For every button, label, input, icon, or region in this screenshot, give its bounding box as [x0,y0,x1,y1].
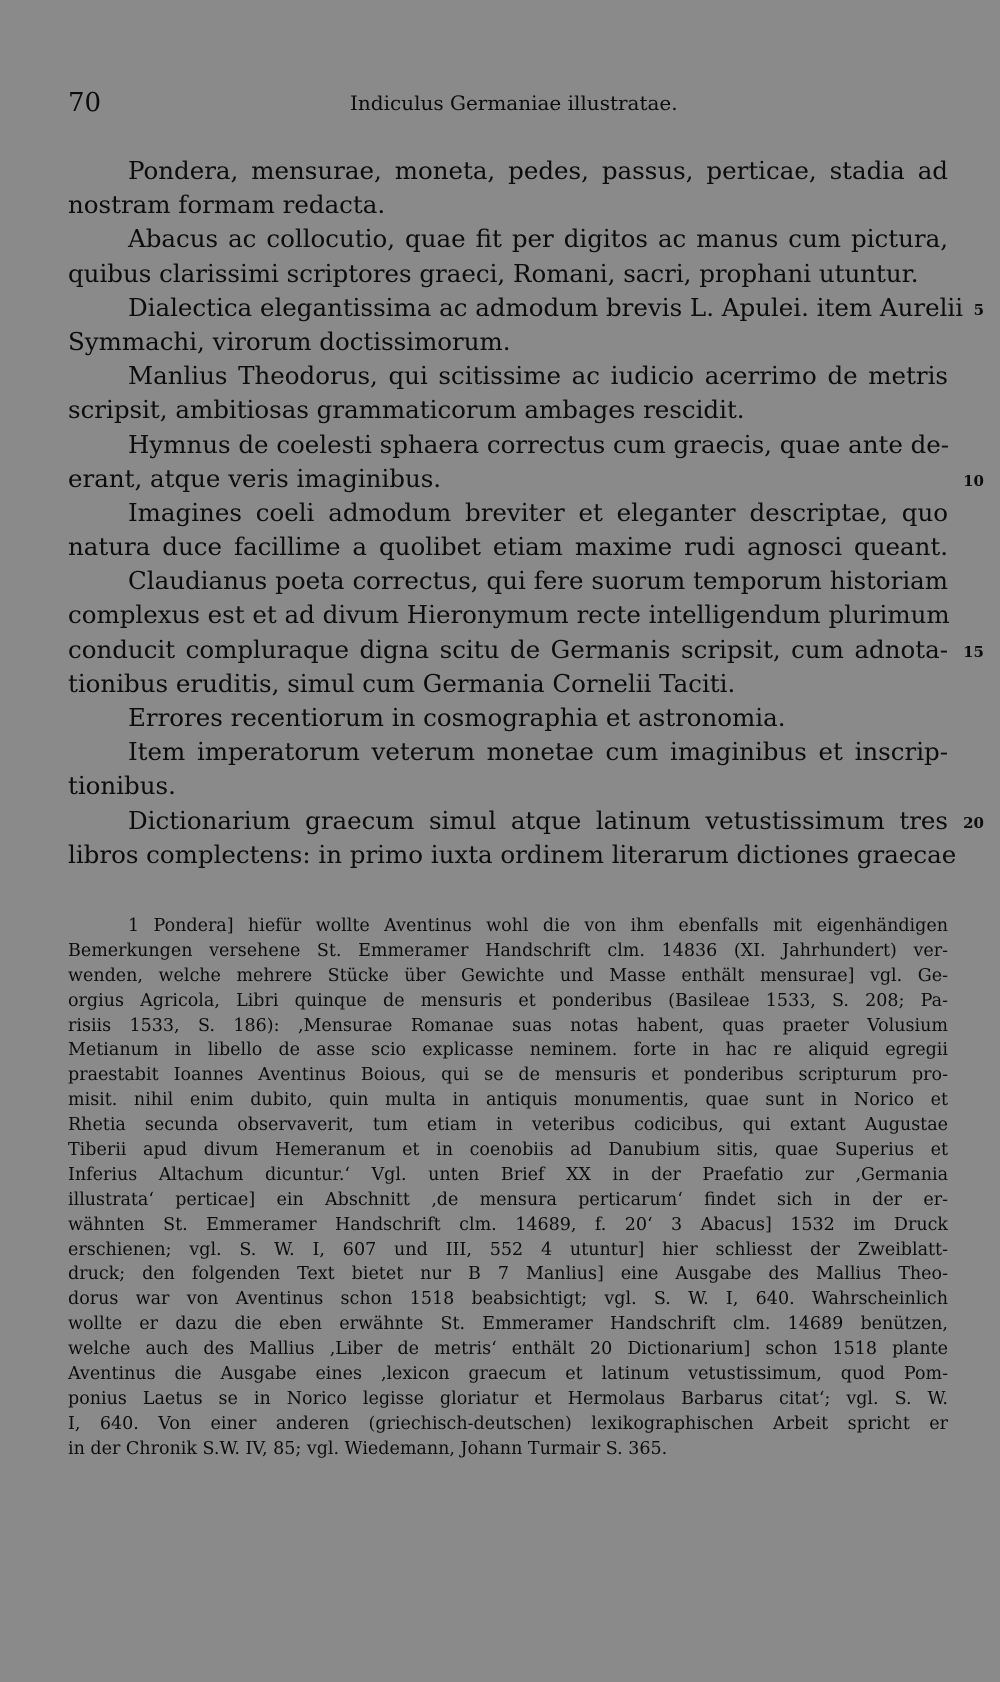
footnote-line [68,1113,948,1138]
footnote-line [68,1188,948,1213]
text-line [68,530,948,564]
text-line [68,667,948,701]
footnote-line [68,1088,948,1113]
footnote-line-text: praestabit Ioannes Aventinus Boious, qui se de mensuris et ponderibus scripturum pro- [68,1065,948,1086]
footnote-line [68,989,948,1014]
footnote-line-text: Aventinus die Ausgabe eines ‚lexicon graecum et latinum vetustissimum, quod Pom- [68,1364,948,1385]
footnote-line-text: in der Chronik S.W. IV, 85; vgl. Wiedemann, Johann Turmair S. 365. [68,1438,668,1459]
text-line [68,838,957,872]
footnote-line-text: dorus war von Aventinus schon 1518 beabsichtigt; vgl. S. W. I, 640. Wahrscheinlich [68,1289,948,1310]
line-number: 15 [963,642,984,661]
footnote-line [68,964,948,989]
footnote-line [68,1238,948,1263]
footnote-line-text: orgius Agricola, Libri quinque de mensuris et ponderibus (Basileae 1533, S. 208; Pa- [68,990,948,1011]
footnote-line-text: wenden, welche mehrere Stücke über Gewichte und Masse enthält mensurae] vgl. Ge- [68,965,948,986]
line-number: 5 [973,300,984,319]
footnote-line-text: ponius Laetus se in Norico legisse gloriatur et Hermolaus Barbarus citat‘; vgl. S. W. [68,1388,948,1409]
footnote-line-text: druck; den folgenden Text bietet nur B 7 Manlius] eine Ausgabe des Mallius Theo- [68,1264,948,1285]
footnote-line [68,1063,948,1088]
text-line [68,359,948,393]
footnote-line [68,1287,948,1312]
footnote-line-text: Metianum in libello de asse scio explicasse neminem. forte in hac re aliquid egregii [68,1040,948,1061]
footnotes [68,914,948,1462]
text-line [68,257,948,291]
footnote-line-text: risiis 1533, S. 186): ‚Mensurae Romanae suas notas habent, quas praeter Volusium [68,1015,948,1036]
text-line [68,804,984,838]
footnote-line [68,1337,948,1362]
text-line-text: nostram formam redacta. [68,190,386,220]
text-line-text: Imagines coeli admodum breviter et eleganter descriptae, quo [128,497,948,527]
text-line-text: Pondera, mensurae, moneta, pedes, passus, perticae, stadia ad [128,156,948,185]
text-line-text: natura duce facillime a quolibet etiam maxime rudi agnosci queant. [68,532,948,562]
page-header [68,88,948,124]
footnote-line [68,1138,948,1163]
footnote-line-text: Rhetia secunda observaverit, tum etiam in veteribus codicibus, qui extant Augustae [68,1115,948,1136]
footnote-line [68,939,948,964]
footnote-line-text: wollte er dazu die eben erwähnte St. Emmeramer Handschrift clm. 14689 benützen, [68,1314,948,1335]
text-line [68,598,948,632]
footnote-line-text: wähnten St. Emmeramer Handschrift clm. 14689, f. 20‘ 3 Abacus] 1532 im Druck [68,1214,948,1235]
footnote-line-text: Bemerkungen versehene St. Emmeramer Handschrift clm. 14836 (XI. Jahrhundert) ver- [68,940,948,961]
footnote-line [68,1437,948,1462]
text-line-text: conducit compluraque digna scitu de Germanis scripsit, cum adnota- [68,634,948,664]
line-number: 20 [963,813,984,832]
footnote-line [68,1387,948,1412]
text-line-text: Dialectica elegantissima ac admodum brevis L. Apulei. item Aurelii [128,292,964,322]
footnote-line [68,1362,948,1387]
text-line-text: erant, atque veris imaginibus. [68,463,442,493]
text-line [68,701,948,735]
text-line-text: scripsit, ambitiosas grammaticorum ambages rescidit. [68,395,745,425]
footnote-line [68,1163,948,1188]
text-line-text: Hymnus de coelesti sphaera correctus cum graecis, quae ante de- [128,429,950,459]
footnote-line-text: illustrata‘ perticae] ein Abschnitt ‚de mensura perticarum‘ findet sich in der er- [68,1189,948,1210]
text-line [68,291,984,325]
text-line-text: Claudianus poeta correctus, qui fere suorum temporum historiam [128,566,948,596]
text-line [68,222,948,256]
text-line-text: Symmachi, virorum doctissimorum. [68,326,511,356]
text-line-text: Abacus ac collocutio, quae fit per digitos ac manus cum pictura, [128,224,948,254]
footnote-line [68,1038,948,1063]
text-line [68,735,948,769]
text-line [68,462,984,496]
footnote-line-text: Tiberii apud divum Hemeranum et in coenobiis ad Danubium sitis, quae Superius et [68,1140,948,1161]
text-line-text: Dictionarium graecum simul atque latinum vetustissimum tres [128,805,948,835]
footnote-line [68,1312,948,1337]
footnote-line-text: Inferius Altachum dicuntur.‘ Vgl. unten Brief XX in der Praefatio zur ‚Germania [68,1164,948,1185]
text-line [68,496,948,530]
footnote-line-text: I, 640. Von einer anderen (griechisch-deutschen) lexikographischen Arbeit spricht er [68,1413,948,1434]
footnote-line [68,1412,948,1437]
line-number: 10 [963,471,984,490]
text-line [68,633,984,667]
running-title: Indiculus Germaniae illustratae. [350,91,678,115]
text-line-text: quibus clarissimi scriptores graeci, Romani, sacri, prophani utuntur. [68,258,919,288]
footnote-line [68,1213,948,1238]
footnote-line-text: 1 Pondera] hiefür wollte Aventinus wohl die von ihm ebenfalls mit eigenhändigen [128,916,948,936]
text-line [68,428,948,462]
footnote-line-text: welche auch des Mallius ‚Liber de metris‘ enthält 20 Dictionarium] schon 1518 plante [68,1339,948,1360]
text-line-text: libros complectens: in primo iuxta ordinem literarum dictiones graecae [68,839,957,869]
text-line [68,769,948,803]
text-line-text: Item imperatorum veterum monetae cum imaginibus et inscrip- [128,737,948,767]
text-line-text: tionibus. [68,771,176,801]
footnote-line [68,914,948,939]
text-line [68,325,948,359]
page-number: 70 [68,88,102,118]
text-line [68,154,948,188]
footnote-line [68,1014,948,1039]
text-line-text: Manlius Theodorus, qui scitissime ac iudicio acerrimo de metris [128,361,948,391]
footnote-line-text: erschienen; vgl. S. W. I, 607 und III, 552 4 utuntur] hier schliesst der Zweiblatt- [68,1239,948,1260]
footnote-line-text: misit. nihil enim dubito, quin multa in antiquis monumentis, quae sunt in Norico et [68,1090,948,1111]
text-line [68,564,948,598]
text-line-text: Errores recentiorum in cosmographia et astronomia. [128,703,786,732]
text-line-text: tionibus eruditis, simul cum Germania Cornelii Taciti. [68,668,736,698]
text-line-text: complexus est et ad divum Hieronymum recte intelligendum plurimum [68,600,950,630]
footnote-line [68,1262,948,1287]
text-line [68,393,948,427]
main-text [68,154,984,872]
text-line [68,188,948,222]
